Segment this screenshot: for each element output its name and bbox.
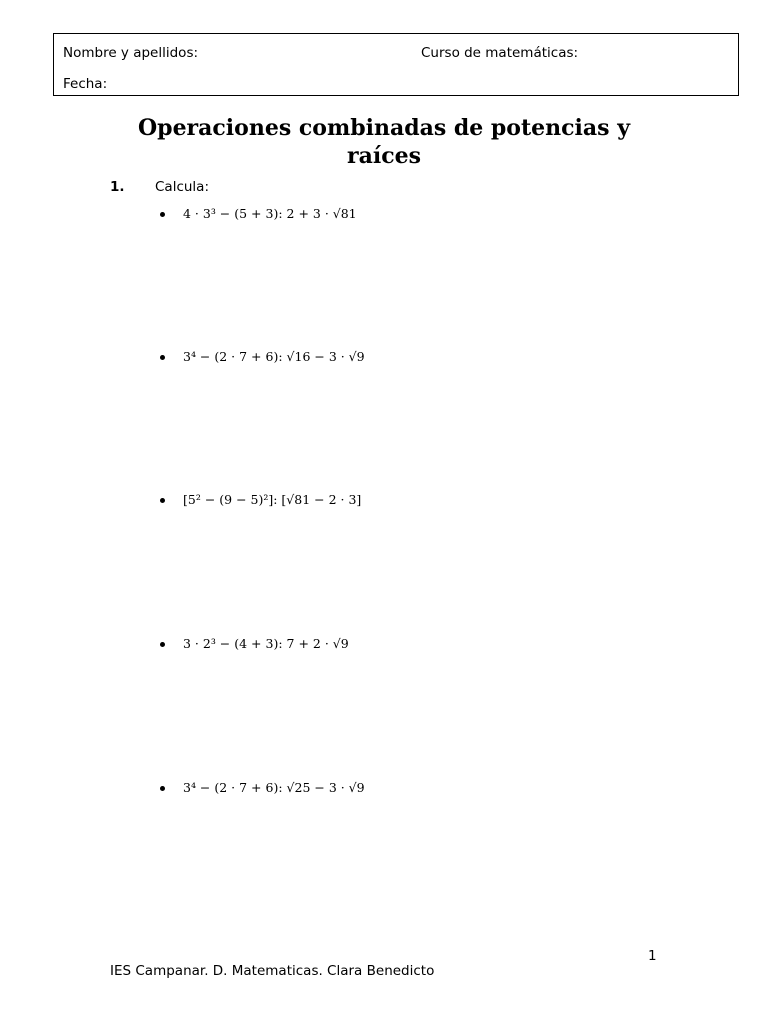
name-label: Nombre y apellidos: bbox=[63, 45, 199, 61]
math-expression: 3⁴ − (2 · 7 + 6): √25 − 3 · √9 bbox=[183, 780, 365, 795]
bullet-icon bbox=[160, 355, 165, 360]
bullet-icon bbox=[160, 642, 165, 647]
bullet-icon bbox=[160, 786, 165, 791]
page-number: 1 bbox=[648, 948, 657, 964]
bullet-icon bbox=[160, 498, 165, 503]
footer-text: IES Campanar. D. Matematicas. Clara Benedicto bbox=[110, 963, 435, 979]
bullet-icon bbox=[160, 212, 165, 217]
math-expression: 3⁴ − (2 · 7 + 6): √16 − 3 · √9 bbox=[183, 349, 365, 364]
date-label: Fecha: bbox=[63, 76, 108, 92]
course-label: Curso de matemáticas: bbox=[421, 45, 579, 61]
math-expression: [5² − (9 − 5)²]: [√81 − 2 · 3] bbox=[183, 492, 362, 507]
student-info-box bbox=[53, 33, 739, 96]
page-title: Operaciones combinadas de potencias y raíces bbox=[138, 115, 630, 169]
exercise-instruction: Calcula: bbox=[155, 179, 209, 195]
math-expression: 4 · 3³ − (5 + 3): 2 + 3 · √81 bbox=[183, 206, 357, 221]
math-expression: 3 · 2³ − (4 + 3): 7 + 2 · √9 bbox=[183, 636, 349, 651]
exercise-number: 1. bbox=[110, 179, 125, 195]
